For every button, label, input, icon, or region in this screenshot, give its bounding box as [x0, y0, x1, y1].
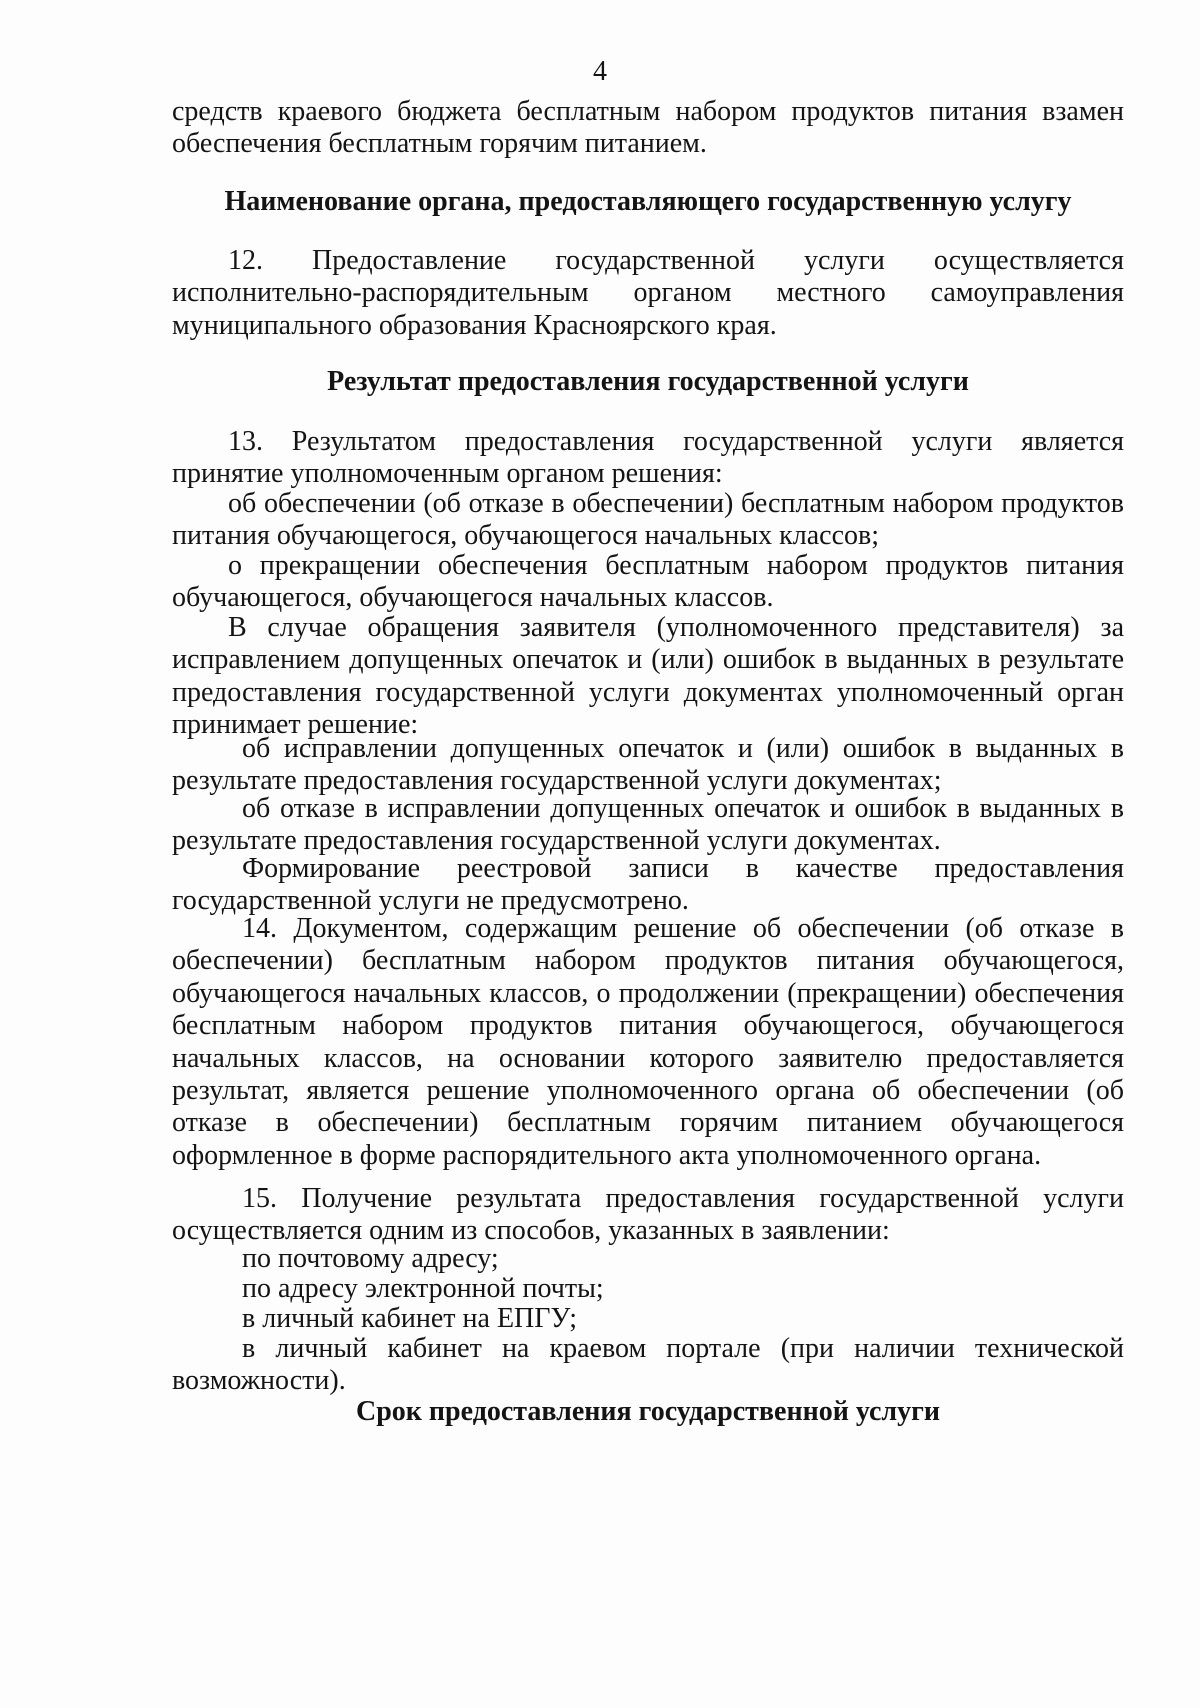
heading-term: Срок предоставления государственной услуги [356, 1396, 940, 1427]
paragraph-15-intro: 15. Получение результата предоставления государственной услуги осуществляется одним из способов, указанных в заявлении: [172, 1183, 1124, 1247]
page-number: 4 [593, 56, 607, 87]
heading-result: Результат предоставления государственной услуги [327, 366, 969, 397]
paragraph-15-a: по почтовому адресу; [242, 1243, 499, 1274]
paragraph-13-b: о прекращении обеспечения бесплатным набором продуктов питания обучающегося, обучающегося начальных классов. [172, 550, 1124, 614]
paragraph-13-e: об отказе в исправлении допущенных опечаток и ошибок в выданных в результате предоставления государственной услуги документах. [172, 793, 1124, 857]
paragraph-13-f: Формирование реестровой записи в качестве предоставления государственной услуги не предусмотрено. [172, 853, 1124, 917]
paragraph-12: 12. Предоставление государственной услуги осуществляется исполнительно-распорядительным органом местного самоуправления муниципального образования Красноярского края. [172, 245, 1124, 341]
continuation-paragraph: средств краевого бюджета бесплатным набором продуктов питания взамен обеспечения бесплатным горячим питанием. [172, 96, 1124, 160]
paragraph-13-c: В случае обращения заявителя (уполномоченного представителя) за исправлением допущенных опечаток и (или) ошибок в выданных в результате предоставления государственной услуги документах уполномоченный орган принимает решение: [172, 612, 1124, 741]
paragraph-13-intro: 13. Результатом предоставления государственной услуги является принятие уполномоченным органом решения: [172, 426, 1124, 490]
paragraph-15-d: в личный кабинет на краевом портале (при наличии технической возможности). [172, 1333, 1124, 1397]
paragraph-15-c: в личный кабинет на ЕПГУ; [242, 1303, 577, 1334]
paragraph-14: 14. Документом, содержащим решение об обеспечении (об отказе в обеспечении) бесплатным набором продуктов питания обучающегося, обучающегося начальных классов, о продолжении (прекращении) обеспечения бесплатным набором продуктов питания обучающегося, обучающегося начальных классов, на основании которого заявителю предоставляется результат, является решение уполномоченного органа об обеспечении (об отказе в обеспечении) бесплатным горячим питанием обучающегося оформленное в форме распорядительного акта уполномоченного органа. [172, 913, 1124, 1171]
paragraph-13-d: об исправлении допущенных опечаток и (или) ошибок в выданных в результате предоставления государственной услуги документах; [172, 733, 1124, 797]
paragraph-13-a: об обеспечении (об отказе в обеспечении) бесплатным набором продуктов питания обучающегося, обучающегося начальных классов; [172, 488, 1124, 552]
paragraph-15-b: по адресу электронной почты; [242, 1273, 604, 1304]
heading-organ: Наименование органа, предоставляющего государственную услугу [224, 186, 1072, 217]
